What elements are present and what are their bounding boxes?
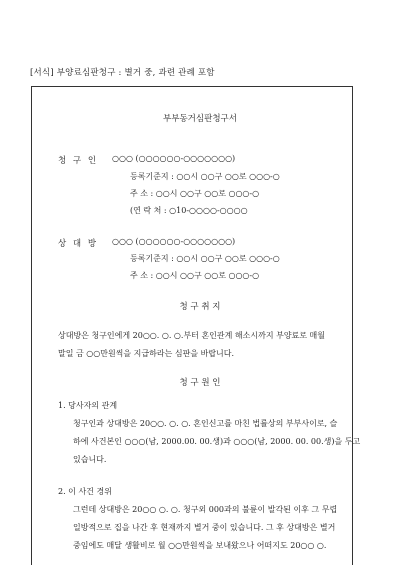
section-1-line-3: 있습니다.: [73, 455, 107, 464]
section-1-line-2: 하에 사건본인 ○○○(남, 2000.00. 00.생)과 ○○○(남, 2000. 00. 00.생)을 두고: [73, 437, 361, 446]
purpose-heading: 청 구 취 지: [179, 302, 221, 312]
section-2-line-1: 그런데 상대방은 20○○ ○. ○. 청구외 000과의 불륜이 발각된 이후 그 무렵: [73, 505, 338, 514]
section-2-line-3: 중임에도 매달 생활비로 월 ○○만원씩을 보내왔으나 어떠지도 20○○ ○.: [73, 541, 327, 550]
document-title: 부부동거심판청구서: [163, 114, 237, 124]
claimant-phone: (연 락 처 : ○10-○○○○-○○○○: [130, 206, 248, 215]
section-2-title: 2. 이 사건 경위: [58, 487, 112, 496]
section-2-line-2: 일방적으로 집을 나간 후 현재까지 별거 중이 있습니다. 그 후 상대방은 별거: [73, 523, 336, 532]
claimant-name: ○○○ (○○○○○○-○○○○○○○): [112, 154, 236, 163]
respondent-registration: 등록기준지 : ○○시 ○○구 ○○로 ○○○-○: [130, 254, 280, 263]
section-1-line-1: 청구인과 상대방은 20○○. ○. ○. 혼인신고를 마친 법률상의 부부사이로, 슬: [73, 419, 338, 428]
purpose-line-1: 상대방은 청구인에게 20○○. ○. ○.부터 혼인관계 해소시까지 부양료로 매월: [58, 331, 325, 340]
respondent-label: 상 대 방: [58, 239, 99, 249]
claimant-address: 주 소 : ○○시 ○○구 ○○로 ○○○-○: [130, 189, 260, 198]
respondent-address: 주 소 : ○○시 ○○구 ○○로 ○○○-○: [130, 271, 260, 280]
reasons-heading: 청 구 원 인: [179, 378, 221, 388]
claimant-registration: 등록기준지 : ○○시 ○○구 ○○로 ○○○-○: [130, 172, 280, 181]
section-1-title: 1. 당사자의 관계: [58, 401, 118, 410]
claimant-label: 청 구 인: [58, 156, 99, 166]
respondent-name: ○○○ (○○○○○○-○○○○○○○): [112, 237, 236, 246]
form-header: [서식] 부양료심판청구 : 별거 중, 과련 관례 포함: [30, 68, 215, 78]
purpose-line-2: 말일 금 ○○만원씩을 지급하라는 심판을 바랍니다.: [58, 349, 235, 358]
